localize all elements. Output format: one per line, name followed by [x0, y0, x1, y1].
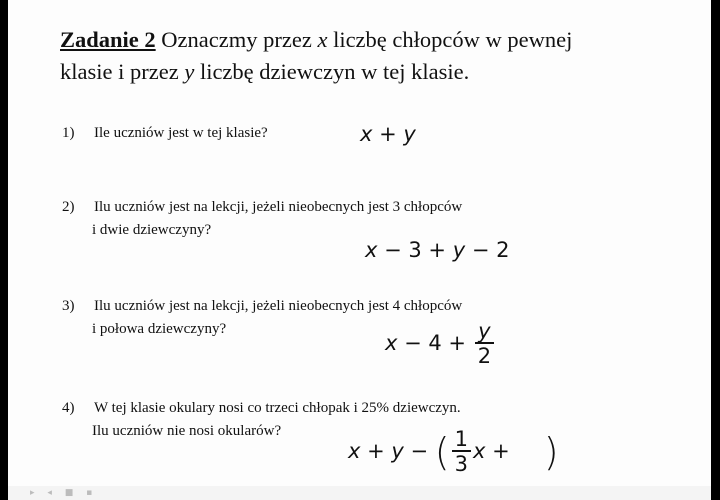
question-1: 1) Ile uczniów jest w tej klasie? — [62, 125, 268, 141]
fraction: $\frac{y}{2}$ — [475, 320, 494, 368]
question-3: 3) Ilu uczniów jest na lekcji, jeżeli nieobecnych jest 4 chłopców i połowa dziewczyny? — [62, 298, 463, 337]
task-header: Zadanie 2 Oznaczmy przez x liczbę chłopców w pewnej klasie i przez y liczbę dziewczyn w tej klasie. — [60, 27, 573, 84]
video-control-bar — [8, 486, 711, 500]
answer-3: x − 4 + $\frac{y}{2}$ — [385, 320, 496, 368]
answer-2: x − 3 + y − 2 — [365, 238, 510, 262]
task-label: Zadanie 2 — [60, 27, 156, 52]
question-4: 4) W tej klasie okulary nosi co trzeci chłopak i 25% dziewczyn. Ilu uczniów nie nosi okularów? — [62, 400, 461, 439]
answer-4: x + y − ( $\frac{1}{3}$ x + ) — [348, 427, 559, 476]
player-controls-icons[interactable]: ▸ ◂ ■ ▪ — [30, 488, 98, 498]
answer-1: x + y — [360, 122, 416, 146]
question-2: 2) Ilu uczniów jest na lekcji, jeżeli nieobecnych jest 3 chłopców i dwie dziewczyny? — [62, 199, 463, 238]
fraction: $\frac{1}{3}$ — [452, 428, 471, 476]
